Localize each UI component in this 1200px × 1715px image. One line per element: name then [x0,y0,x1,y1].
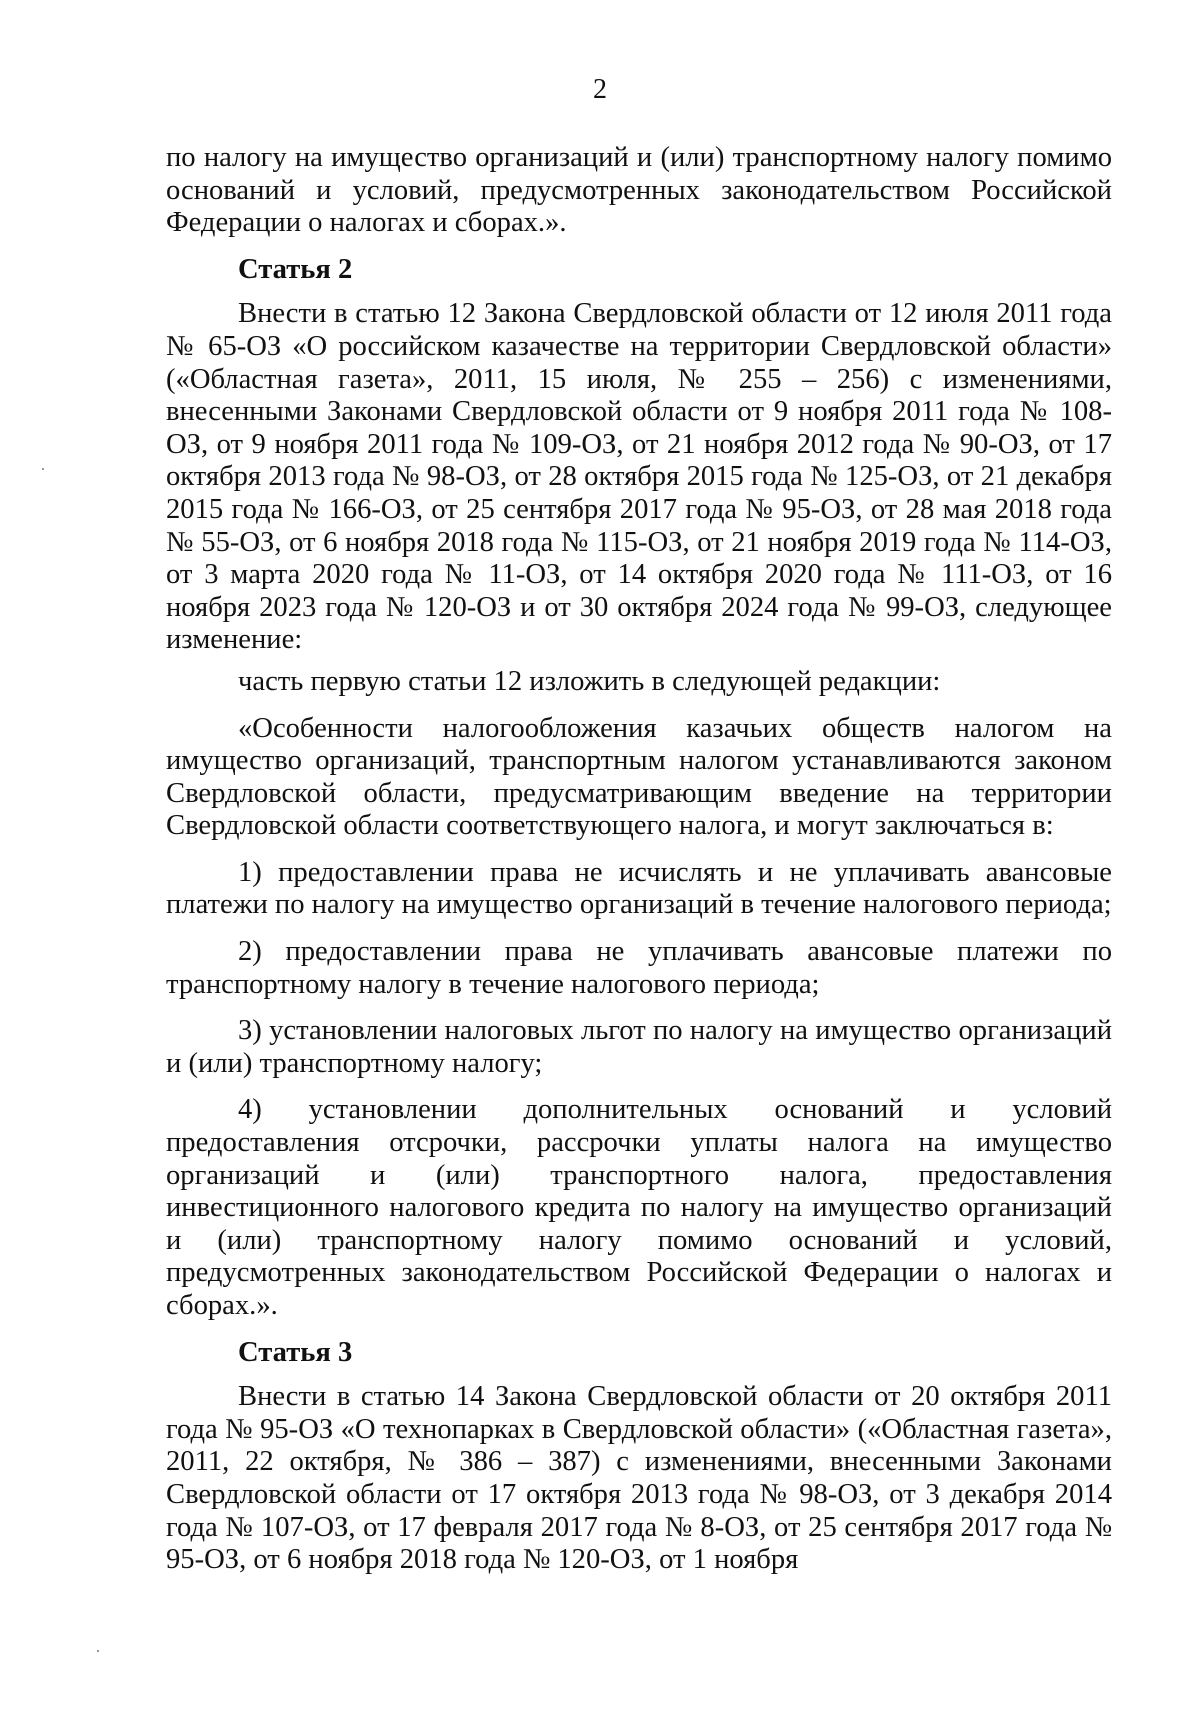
article-3-heading: Статья 3 [238,1336,353,1368]
article-2-instruction-paragraph: часть первую статьи 12 изложить в следующей редакции: [238,665,941,697]
list-item-4: 4) установлении дополнительных оснований и условий предоставления отсрочки, рассрочки уплаты налога на имущество организаций и (или) транспортного налога, предоставления инвестиционного налогового кредита по налогу на имущество организаций и (или) транспортному налогу помимо оснований и условий, предусмотренных законодательством Российской Федерации о налогах и сборах.». [166,1094,1112,1321]
list-item-1: 1) предоставлении права не исчислять и не уплачивать авансовые платежи по налогу на имущество организаций в течение налогового периода; [166,856,1112,921]
scan-speck [42,468,44,470]
continuation-paragraph: по налогу на имущество организаций и (или) транспортному налогу помимо оснований и условий, предусмотренных законодательством Российской Федерации о налогах и сборах.». [166,142,1112,239]
page-number: 2 [593,74,607,105]
document-body [166,142,1112,1577]
article-2-quote-paragraph: «Особенности налогообложения казачьих обществ налогом на имущество организаций, транспортным налогом устанавливаются законом Свердловской области, предусматривающим введение на территории Свердловской области соответствующего налога, и могут заключаться в: [166,712,1112,842]
article-2-heading: Статья 2 [238,253,353,285]
article-2-intro-paragraph: Внести в статью 12 Закона Свердловской области от 12 июля 2011 года № 65-ОЗ «О российском казачестве на территории Свердловской области» («Областная газета», 2011, 15 июля, № 255 – 256) с изменениями, внесенными Законами Свердловской области от 9 ноября 2011 года № 108-ОЗ, от 9 ноября 2011 года № 109-ОЗ, от 21 ноября 2012 года № 90-ОЗ, от 17 октября 2013 года № 98-ОЗ, от 28 октября 2015 года № 125-ОЗ, от 21 декабря 2015 года № 166-ОЗ, от 25 сентября 2017 года № 95-ОЗ, от 28 мая 2018 года № 55-ОЗ, от 6 ноября 2018 года № 115-ОЗ, от 21 ноября 2019 года № 114-ОЗ, от 3 марта 2020 года № 11-ОЗ, от 14 октября 2020 года № 111-ОЗ, от 16 ноября 2023 года № 120-ОЗ и от 30 октября 2024 года № 99-ОЗ, следующее изменение: [166,298,1112,656]
list-item-2: 2) предоставлении права не уплачивать авансовые платежи по транспортному налогу в течение налогового периода; [166,936,1112,1000]
article-3-intro-paragraph: Внести в статью 14 Закона Свердловской области от 20 октября 2011 года № 95-ОЗ «О технопарках в Свердловской области» («Областная газета», 2011, 22 октября, № 386 – 387) с изменениями, внесенными Законами Свердловской области от 17 октября 2013 года № 98-ОЗ, от 3 декабря 2014 года № 107-ОЗ, от 17 февраля 2017 года № 8-ОЗ, от 25 сентября 2017 года № 95-ОЗ, от 6 ноября 2018 года № 120-ОЗ, от 1 ноября [166,1381,1112,1576]
scan-speck [97,1650,99,1652]
list-item-3: 3) установлении налоговых льгот по налогу на имущество организаций и (или) транспортному налогу; [166,1015,1112,1079]
